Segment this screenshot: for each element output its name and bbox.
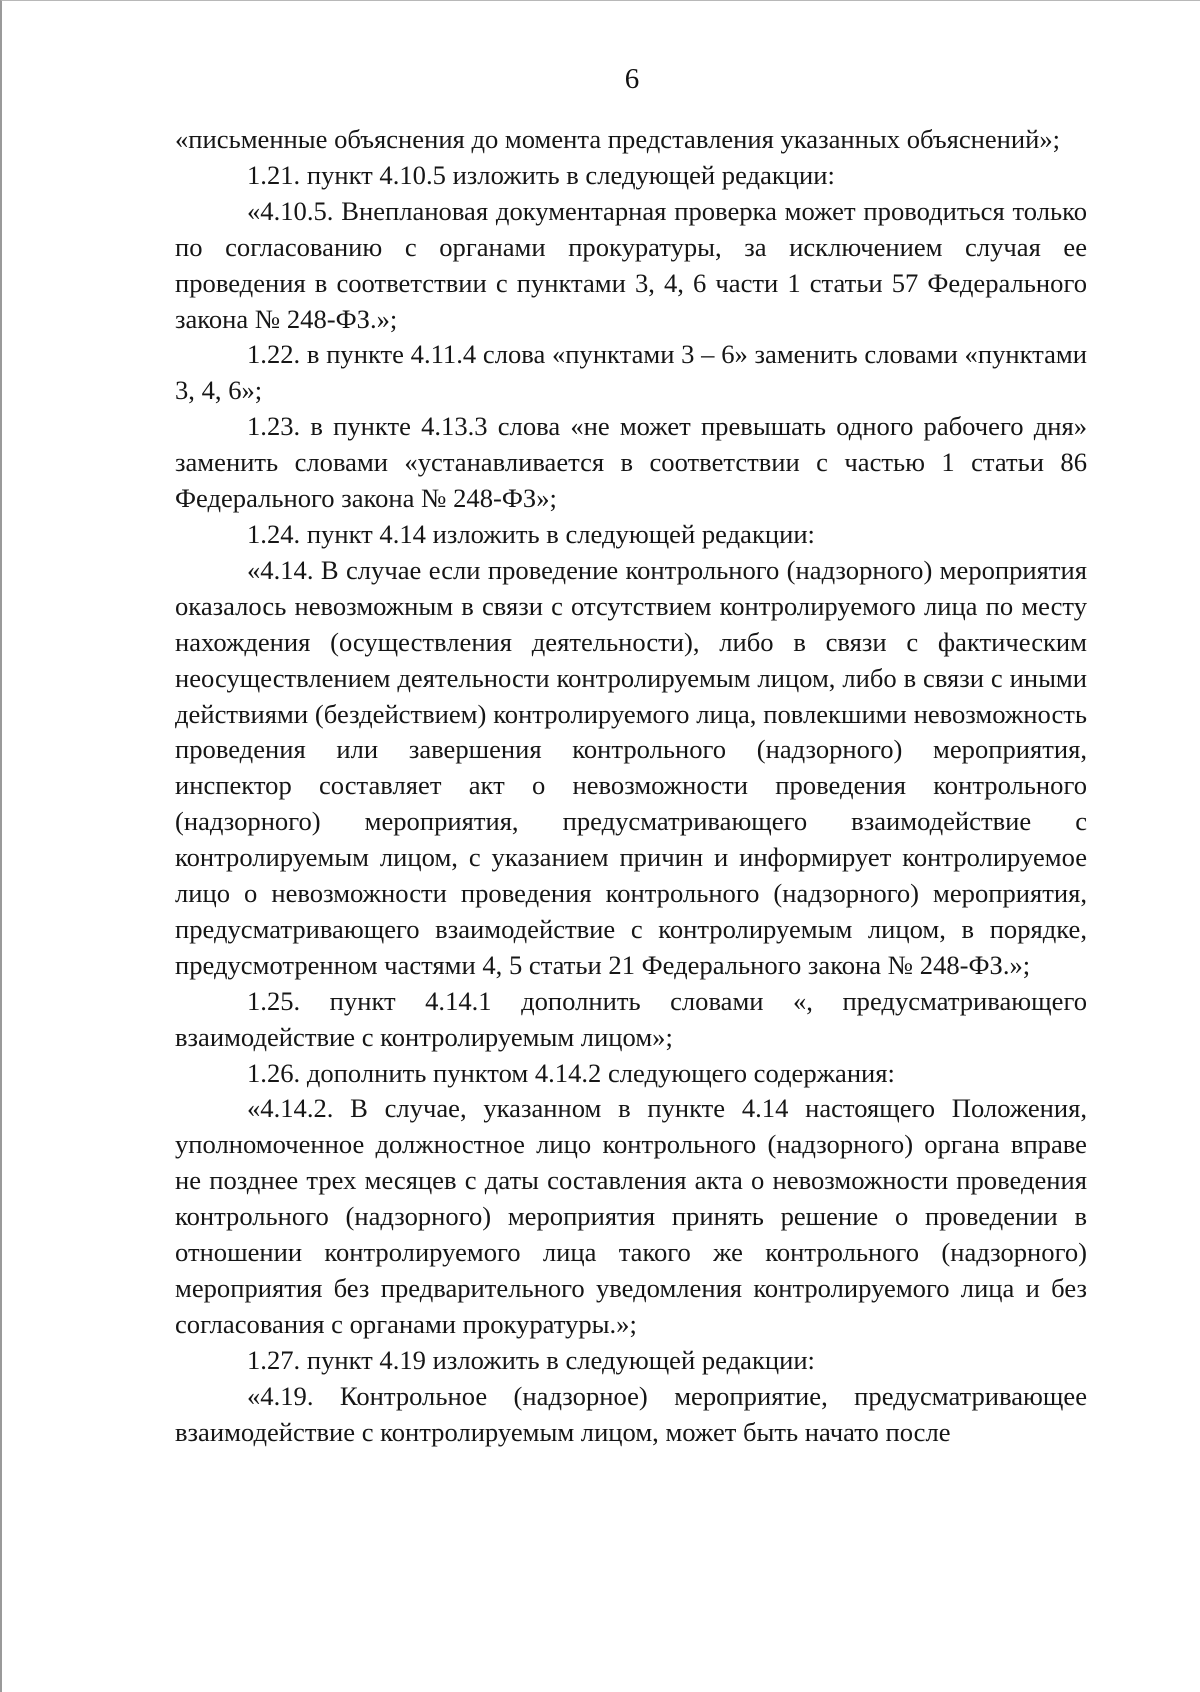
paragraph-continuation: «письменные объяснения до момента представления указанных объяснений»; — [175, 124, 1061, 154]
quoted-clause-4-19: «4.19. Контрольное (надзорное) мероприятие, предусматривающее взаимодействие с контролируемым лицом, может быть начато после — [175, 1380, 1087, 1447]
quoted-clause-4-14: «4.14. В случае если проведение контрольного (надзорного) мероприятия оказалось невозможным в связи с отсутствием контролируемого лица по месту нахождения (осуществления деятельности), либо в связи с фактическим неосуществлением деятельности контролируемым лицом, либо в связи с иными действиями (бездействием) контролируемого лица, повлекшими невозможность проведения или завершения контрольного (надзорного) мероприятия, инспектор составляет акт о невозможности проведения контрольного (надзорного) мероприятия, предусматривающего взаимодействие с контролируемым лицом, с указанием причин и информирует контролируемое лицо о невозможности проведения контрольного (надзорного) мероприятия, предусматривающего взаимодействие с контролируемым лицом, в порядке, предусмотренном частями 4, 5 статьи 21 Федерального закона № 248-ФЗ.»; — [175, 554, 1087, 980]
amendment-item-1-25: 1.25. пункт 4.14.1 дополнить словами «, предусматривающего взаимодействие с контролируемым лицом»; — [175, 985, 1087, 1052]
amendment-item-1-27: 1.27. пункт 4.19 изложить в следующей редакции: — [247, 1344, 815, 1375]
amendment-item-1-21: 1.21. пункт 4.10.5 изложить в следующей редакции: — [247, 159, 835, 190]
page-number: 6 — [624, 63, 640, 95]
amendment-item-1-23: 1.23. в пункте 4.13.3 слова «не может превышать одного рабочего дня» заменить словами «устанавливается в соответствии с частью 1 статьи 86 Федерального закона № 248-ФЗ»; — [175, 411, 1087, 514]
amendment-item-1-22: 1.22. в пункте 4.11.4 слова «пунктами 3 – 6» заменить словами «пунктами 3, 4, 6»; — [175, 339, 1087, 406]
amendment-item-1-26: 1.26. дополнить пунктом 4.14.2 следующего содержания: — [247, 1057, 895, 1088]
quoted-clause-4-10-5: «4.10.5. Внеплановая документарная проверка может проводиться только по согласованию с органами прокуратуры, за исключением случая ее проведения в соответствии с пунктами 3, 4, 6 части 1 статьи 57 Федерального закона № 248-ФЗ.»; — [175, 195, 1087, 334]
document-body — [175, 122, 1087, 1451]
quoted-clause-4-14-2: «4.14.2. В случае, указанном в пункте 4.14 настоящего Положения, уполномоченное должностное лицо контрольного (надзорного) органа вправе не позднее трех месяцев с даты составления акта о невозможности проведения контрольного (надзорного) мероприятия принять решение о проведении в отношении контролируемого лица такого же контрольного (надзорного) мероприятия без предварительного уведомления контролируемого лица и без согласования с органами прокуратуры.»; — [175, 1093, 1087, 1339]
amendment-item-1-24: 1.24. пункт 4.14 изложить в следующей редакции: — [247, 518, 815, 549]
